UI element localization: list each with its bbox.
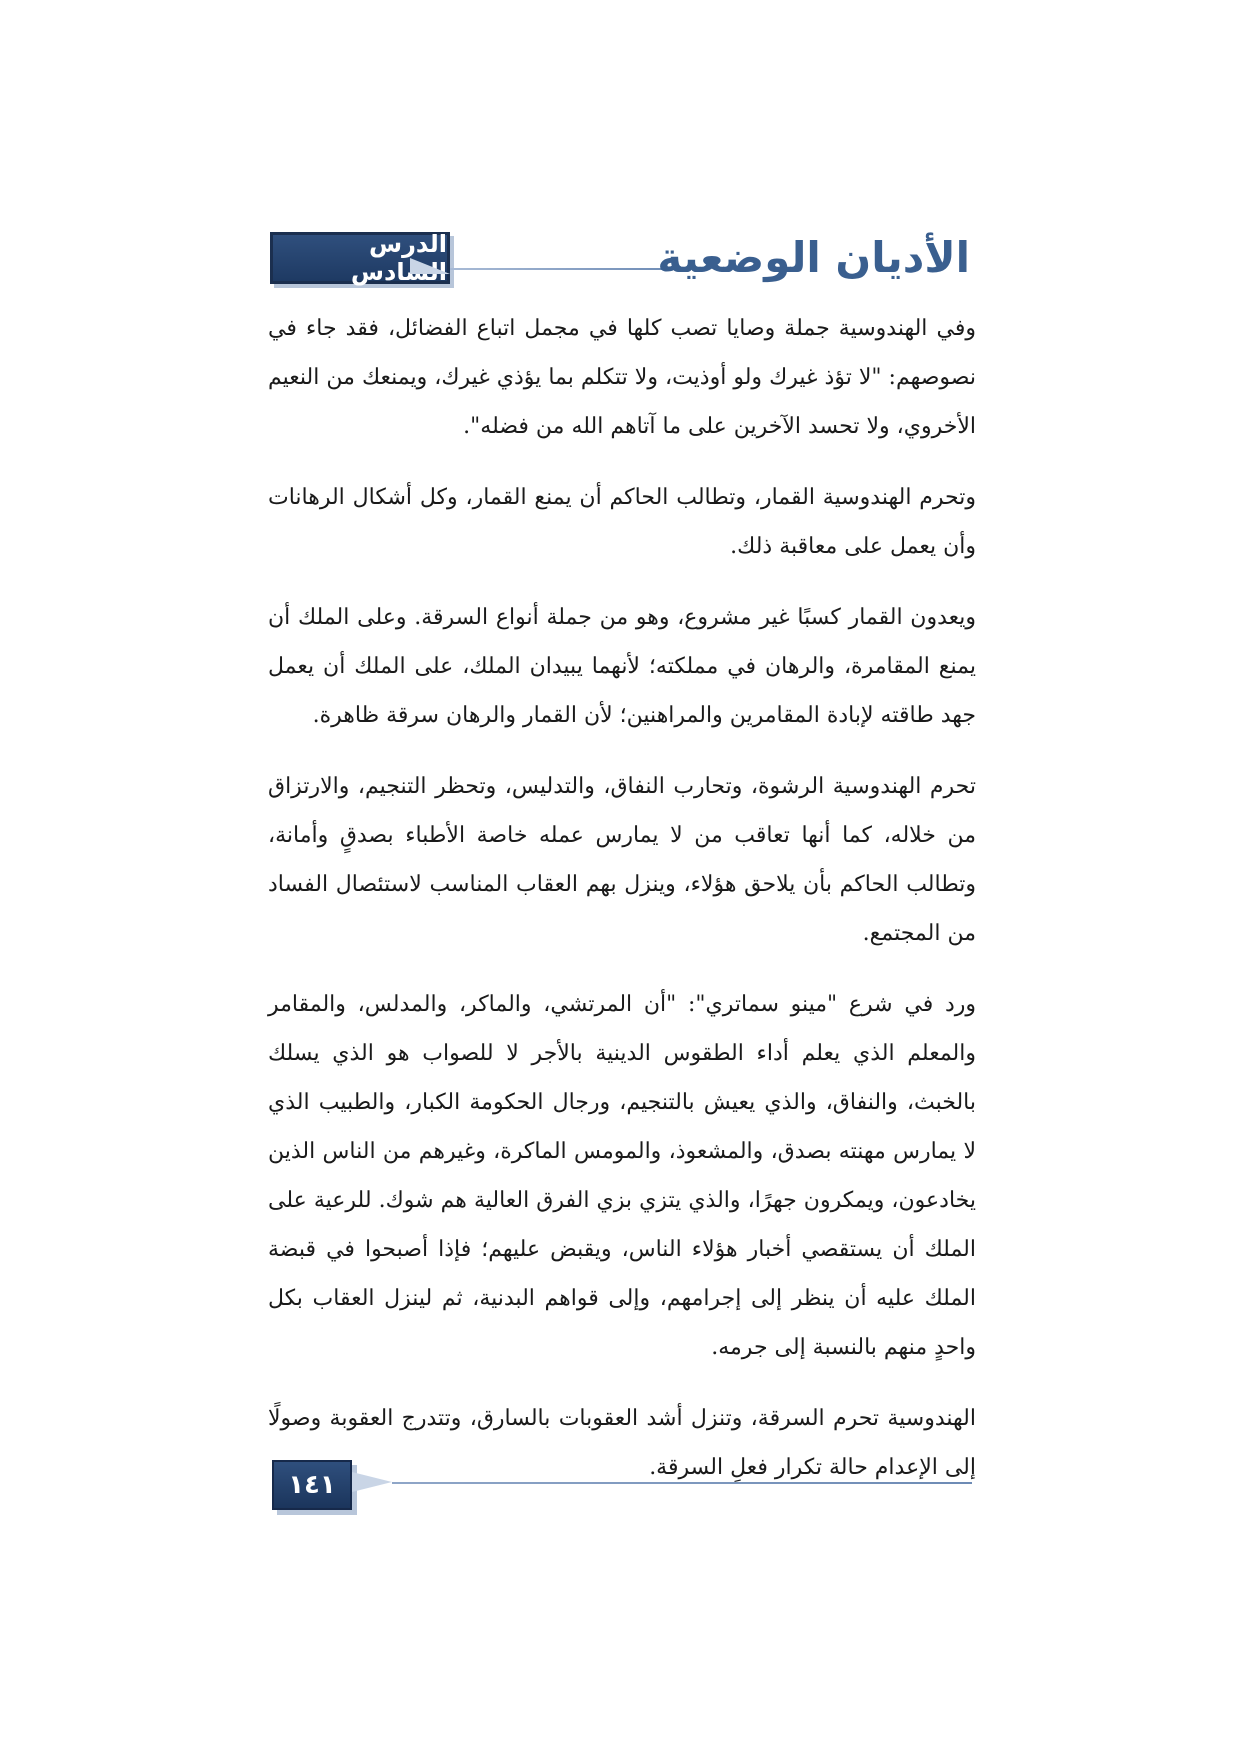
page-footer [272, 1460, 972, 1516]
paragraph-gambling: وتحرم الهندوسية القمار، وتطالب الحاكم أن يمنع القمار، وكل أشكال الرهانات وأن يعمل على معاقبة ذلك. [268, 485, 976, 559]
header-rule [450, 268, 678, 270]
lesson-label: الدرس السادس [350, 230, 447, 286]
paragraph-virtues: وفي الهندوسية جملة وصايا تصب كلها في مجمل اتباع الفضائل، فقد جاء في نصوصهم: "لا تؤذ غيرك ولو أوذيت، ولا تتكلم بما يؤذي غيرك، ويمنعك من النعيم الأخروي، ولا تحسد الآخرين على ما آتاهم الله من فضله". [268, 316, 976, 439]
page-header [270, 228, 970, 288]
paragraph-manu-smriti: ورد في شرع "مينو سماتري": "أن المرتشي، والماكر، والمدلس، والمقامر والمعلم الذي يعلم أداء الطقوس الدينية بالأجر لا للصواب هو الذي يسلك بالخبث، والنفاق، والذي يعيش بالتنجيم، ورجال الحكومة الكبار، والطبيب الذي لا يمارس مهنته بصدق، والمشعوذ، والمومس الماكرة، وغيرهم من الناس الذين يخادعون، ويمكرون جهرًا، والذي يتزي بزي الفرق العالية هم شوك. للرعية على الملك أن يستقصي أخبار هؤلاء الناس، ويقبض عليهم؛ فإذا أصبحوا في قبضة الملك عليه أن ينظر إلى إجرامهم، وإلى قواهم البدنية، ثم لينزل العقاب بكل واحدٍ منهم بالنسبة إلى جرمه. [268, 992, 976, 1360]
page-number: ١٤١ [272, 1460, 352, 1510]
paragraph-theft: الهندوسية تحرم السرقة، وتنزل أشد العقوبات بالسارق، وتتدرج العقوبة وصولًا إلى الإعدام حالة تكرار فعلِ السرقة. [268, 1406, 976, 1480]
book-title: الأديان الوضعية [657, 233, 970, 282]
paragraph-bribery: تحرم الهندوسية الرشوة، وتحارب النفاق، والتدليس، وتحظر التنجيم، والارتزاق من خلاله، كما أنها تعاقب من لا يمارس عمله خاصة الأطباء بصدقٍ وأمانة، وتطالب الحاكم بأن يلاحق هؤلاء، وينزل بهم العقاب المناسب لاستئصال الفساد من المجتمع. [268, 774, 976, 946]
paragraph-gambling-theft: ويعدون القمار كسبًا غير مشروع، وهو من جملة أنواع السرقة. وعلى الملك أن يمنع المقامرة، والرهان في مملكته؛ لأنهما يبيدان الملك، على الملك أن يعمل جهد طاقته لإبادة المقامرين والمراهنين؛ لأن القمار والرهان سرقة ظاهرة. [268, 605, 976, 728]
page-body [268, 304, 976, 1514]
footer-rule [392, 1482, 972, 1484]
